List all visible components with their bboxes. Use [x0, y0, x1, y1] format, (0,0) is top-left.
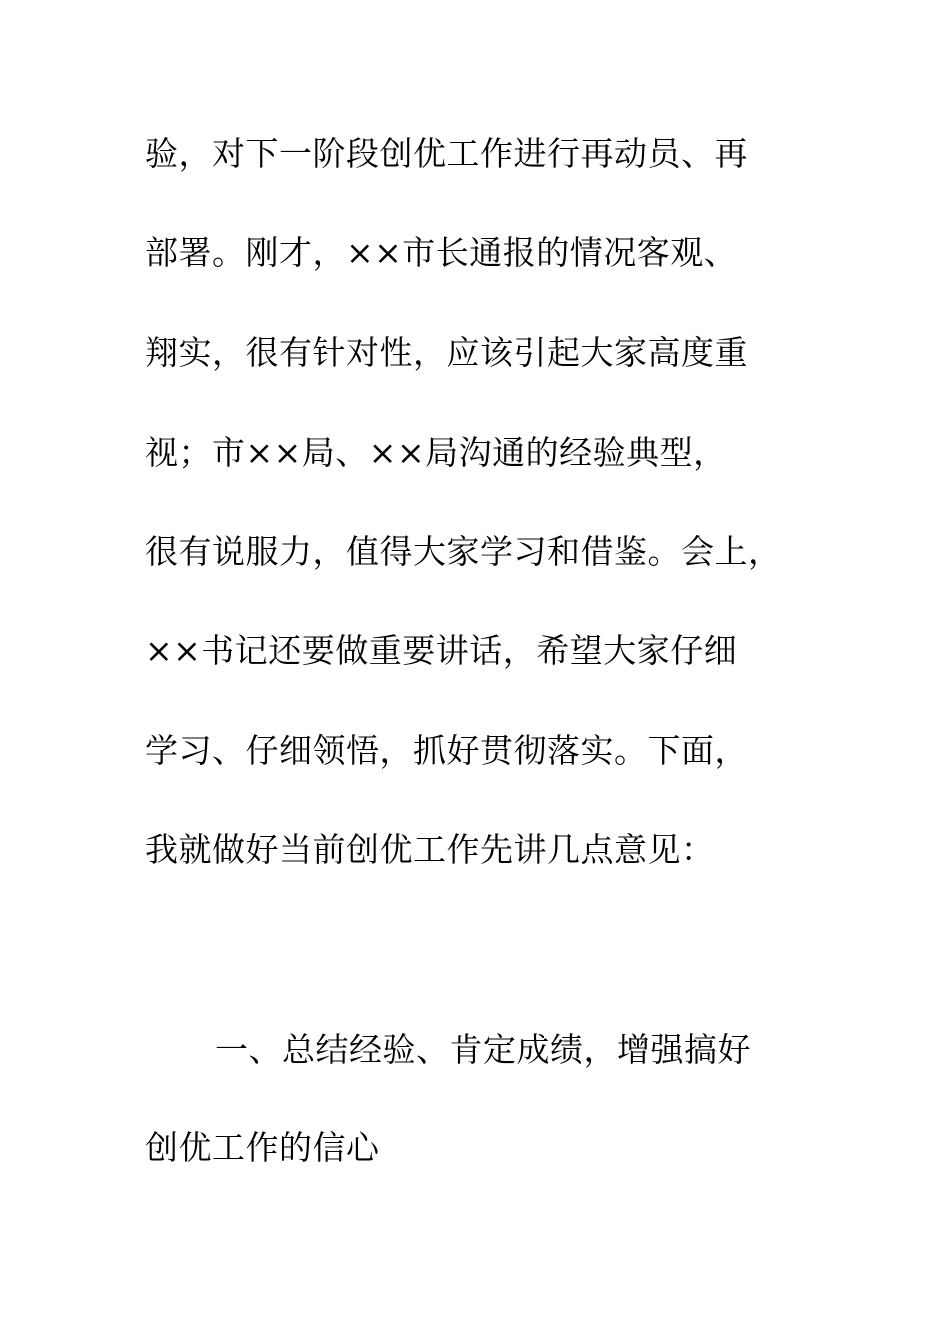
paragraph-line-7: 学习、仔细领悟，抓好贯彻落实。下面， — [145, 731, 748, 770]
paragraph-line-2: 部署。刚才，××市长通报的情况客观、 — [145, 233, 738, 272]
paragraph-line-8: 我就做好当前创优工作先讲几点意见： — [145, 830, 715, 869]
paragraph-line-3: 翔实，很有针对性，应该引起大家高度重 — [145, 333, 748, 372]
section-heading-line-2: 创优工作的信心 — [145, 1128, 380, 1167]
paragraph-line-1: 验，对下一阶段创优工作进行再动员、再 — [145, 134, 748, 173]
paragraph-line-6: ××书记还要做重要讲话，希望大家仔细 — [145, 631, 738, 670]
paragraph-line-4: 视；市××局、××局沟通的经验典型， — [145, 433, 727, 472]
paragraph-line-5: 很有说服力，值得大家学习和借鉴。会上， — [145, 532, 782, 571]
section-heading-line-1: 一、总结经验、肯定成绩，增强搞好 — [215, 1030, 751, 1069]
